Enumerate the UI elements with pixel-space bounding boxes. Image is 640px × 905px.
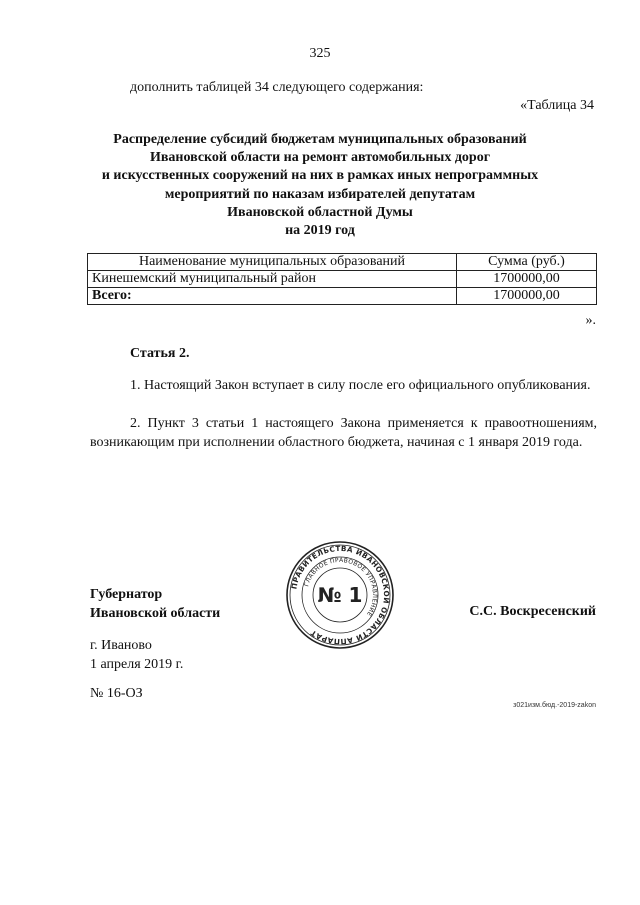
signer-name: С.С. Воскресенский	[469, 604, 596, 619]
paragraph-1	[90, 376, 597, 395]
title-line: Распределение субсидий бюджетам муниципальных образований	[113, 132, 527, 147]
official-seal	[285, 540, 395, 650]
title-line: и искусственных сооружений на них в рамках иных непрограммных	[101, 168, 539, 184]
seal-number: № 1	[317, 583, 363, 607]
paragraph-2-text: 2. Пункт 3 статьи 1 настоящего Закона применяется к правоотношениям, возникающим при исполнении областного бюджета, начиная с 1 января 2019 года.	[90, 416, 597, 450]
file-name: з021изм.бюд.-2019-zakon	[513, 702, 596, 709]
governor-line: Губернатор	[90, 587, 163, 602]
subsidy-table	[87, 253, 597, 305]
table-reference: «Таблица 34	[520, 98, 594, 113]
paragraph-1-text: 1. Настоящий Закон вступает в силу после его официального опубликования.	[130, 378, 591, 393]
place-line: г. Иваново	[90, 638, 152, 653]
table-total-row	[88, 288, 597, 305]
place-and-date	[90, 636, 183, 674]
table-header-row	[88, 254, 597, 271]
cell-municipality: Кинешемский муниципальный район	[88, 271, 457, 288]
title-line: на 2019 год	[285, 223, 355, 239]
total-label: Всего:	[88, 288, 457, 305]
table-title	[80, 131, 560, 240]
header-cell-sum: Сумма (руб.)	[457, 254, 597, 271]
seal-inner-text: ГЛАВНОЕ ПРАВОВОЕ УПРАВЛЕНИЕ	[303, 556, 379, 618]
paragraph-2	[90, 414, 597, 452]
governor-title	[90, 585, 220, 623]
cell-amount: 1700000,00	[457, 271, 597, 288]
table-row	[88, 271, 597, 288]
seal-outer-text: ПРАВИТЕЛЬСТВА ИВАНОВСКОЙ ОБЛАСТИ АППАРАТ	[289, 543, 392, 647]
date-line: 1 апреля 2019 г.	[90, 657, 184, 672]
title-line: мероприятий по наказам избирателей депутатам	[164, 186, 476, 202]
title-line: Ивановской области на ремонт автомобильных дорог	[149, 150, 491, 166]
header-cell-name: Наименование муниципальных образований	[88, 254, 457, 271]
governor-line: Ивановской области	[90, 606, 221, 621]
law-number: № 16-ОЗ	[90, 686, 143, 701]
total-amount: 1700000,00	[457, 288, 597, 305]
intro-text: дополнить таблицей 34 следующего содержания:	[130, 80, 424, 95]
title-line: Ивановской областной Думы	[227, 204, 413, 220]
article-title: Статья 2.	[130, 346, 190, 361]
page-number: 325	[309, 46, 331, 61]
closing-quote: ».	[585, 313, 596, 328]
